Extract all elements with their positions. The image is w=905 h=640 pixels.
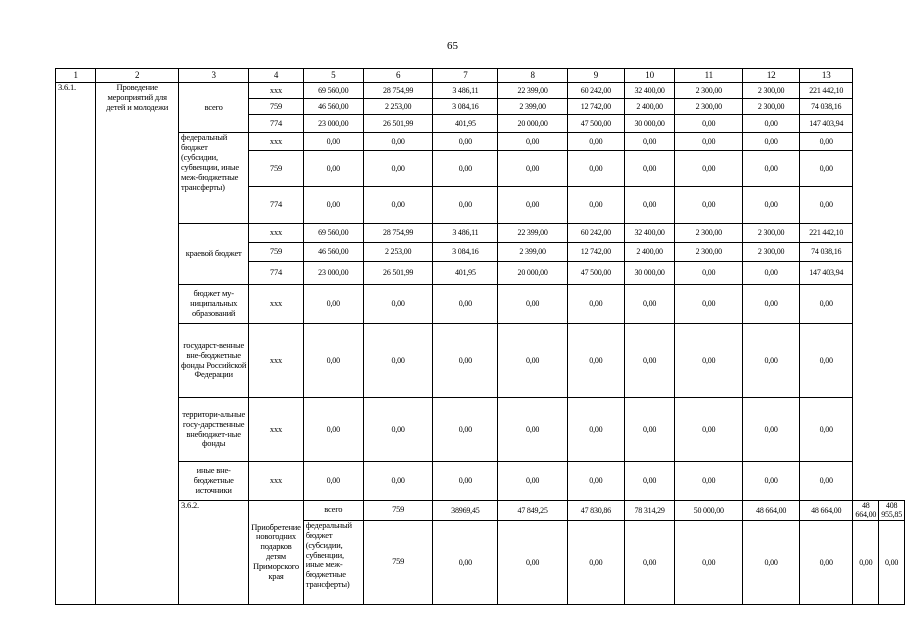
value-cell: 2 399,00 [498,243,568,262]
value-cell: 20 000,00 [498,262,568,285]
column-header: 4 [249,69,304,83]
kbk-code: xxx [249,285,304,324]
row-code: 3.6.1. [56,83,96,605]
source-label: территори-альные госу-дарственные внебюджет-ные фонды [179,398,249,462]
value-cell: 0,00 [624,398,675,462]
value-cell: 12 742,00 [567,243,624,262]
kbk-code: xxx [249,462,304,501]
value-cell: 0,00 [624,133,675,151]
value-cell: 2 300,00 [743,243,800,262]
kbk-code: 759 [363,520,433,604]
value-cell: 50 000,00 [675,501,743,521]
value-cell: 0,00 [303,324,363,398]
table-row [56,462,905,501]
column-header: 10 [624,69,675,83]
value-cell: 0,00 [303,151,363,187]
value-cell: 20 000,00 [498,115,568,133]
value-cell: 2 300,00 [675,224,743,243]
value-cell: 401,95 [433,262,498,285]
source-label: краевой бюджет [179,224,249,285]
budget-table [55,68,905,605]
source-label: бюджет му-ниципальных образований [179,285,249,324]
column-header: 12 [743,69,800,83]
value-cell: 26 501,99 [363,262,433,285]
value-cell: 0,00 [498,133,568,151]
value-cell: 0,00 [879,520,905,604]
value-cell: 0,00 [567,151,624,187]
value-cell: 0,00 [303,187,363,224]
column-header: 13 [800,69,853,83]
value-cell: 38969,45 [433,501,498,521]
value-cell: 0,00 [743,462,800,501]
value-cell: 3 486,11 [433,83,498,99]
value-cell: 22 399,00 [498,224,568,243]
column-header: 5 [303,69,363,83]
column-header: 11 [675,69,743,83]
value-cell: 0,00 [498,398,568,462]
table-row [56,224,905,243]
kbk-code: xxx [249,83,304,99]
value-cell: 2 253,00 [363,243,433,262]
value-cell: 2 400,00 [624,99,675,115]
value-cell: 0,00 [363,398,433,462]
value-cell: 46 560,00 [303,243,363,262]
value-cell: 0,00 [743,398,800,462]
value-cell: 2 253,00 [363,99,433,115]
kbk-code: 774 [249,262,304,285]
value-cell: 0,00 [624,462,675,501]
value-cell: 0,00 [743,262,800,285]
value-cell: 0,00 [567,187,624,224]
value-cell: 46 560,00 [303,99,363,115]
table-row [56,398,905,462]
value-cell: 0,00 [363,462,433,501]
value-cell: 0,00 [567,462,624,501]
value-cell: 2 300,00 [743,224,800,243]
value-cell: 74 038,16 [800,99,853,115]
kbk-code: 759 [249,151,304,187]
value-cell: 0,00 [303,462,363,501]
value-cell: 12 742,00 [567,99,624,115]
value-cell: 0,00 [800,398,853,462]
value-cell: 0,00 [800,151,853,187]
value-cell: 401,95 [433,115,498,133]
value-cell: 0,00 [567,285,624,324]
value-cell: 0,00 [675,462,743,501]
value-cell: 3 084,16 [433,99,498,115]
value-cell: 0,00 [567,398,624,462]
value-cell: 0,00 [675,398,743,462]
value-cell: 0,00 [498,285,568,324]
value-cell: 23 000,00 [303,115,363,133]
value-cell: 0,00 [433,324,498,398]
value-cell: 0,00 [567,133,624,151]
value-cell: 0,00 [303,133,363,151]
value-cell: 0,00 [675,324,743,398]
value-cell: 0,00 [363,151,433,187]
value-cell: 48 664,00 [800,501,853,521]
value-cell: 0,00 [363,285,433,324]
value-cell: 69 560,00 [303,83,363,99]
value-cell: 48 664,00 [743,501,800,521]
table-row [56,324,905,398]
value-cell: 48 664,00 [853,501,879,521]
value-cell: 0,00 [433,520,498,604]
value-cell: 0,00 [498,520,568,604]
value-cell: 0,00 [800,285,853,324]
table-row [56,285,905,324]
source-label: федеральный бюджет (субсидии, субвенции, иные меж-бюджетные трансферты) [303,520,363,604]
value-cell: 2 300,00 [675,243,743,262]
value-cell: 2 300,00 [675,99,743,115]
value-cell: 28 754,99 [363,224,433,243]
value-cell: 0,00 [743,187,800,224]
kbk-code: xxx [249,133,304,151]
value-cell: 60 242,00 [567,224,624,243]
value-cell: 28 754,99 [363,83,433,99]
page-number: 65 [447,40,458,52]
value-cell: 0,00 [800,462,853,501]
value-cell: 221 442,10 [800,83,853,99]
value-cell: 47 849,25 [498,501,568,521]
value-cell: 0,00 [675,133,743,151]
value-cell: 2 399,00 [498,99,568,115]
value-cell: 32 400,00 [624,224,675,243]
value-cell: 0,00 [303,285,363,324]
value-cell: 0,00 [675,115,743,133]
value-cell: 3 486,11 [433,224,498,243]
column-header: 9 [567,69,624,83]
value-cell: 0,00 [743,151,800,187]
value-cell: 0,00 [800,133,853,151]
column-header: 8 [498,69,568,83]
source-label: федеральный бюджет (субсидии, субвенции, иные меж-бюджетные трансферты) [179,133,249,224]
value-cell: 3 084,16 [433,243,498,262]
column-header: 1 [56,69,96,83]
value-cell: 0,00 [675,285,743,324]
value-cell: 0,00 [853,520,879,604]
value-cell: 221 442,10 [800,224,853,243]
value-cell: 0,00 [743,324,800,398]
value-cell: 60 242,00 [567,83,624,99]
value-cell: 32 400,00 [624,83,675,99]
value-cell: 22 399,00 [498,83,568,99]
value-cell: 0,00 [433,151,498,187]
value-cell: 0,00 [800,187,853,224]
value-cell: 0,00 [433,133,498,151]
value-cell: 0,00 [675,187,743,224]
column-header: 3 [179,69,249,83]
kbk-code: xxx [249,224,304,243]
value-cell: 0,00 [433,285,498,324]
kbk-code: 759 [363,501,433,521]
value-cell: 0,00 [675,151,743,187]
kbk-code: xxx [249,398,304,462]
value-cell: 0,00 [800,324,853,398]
row-code: 3.6.2. [179,501,249,605]
value-cell: 0,00 [624,285,675,324]
value-cell: 0,00 [675,520,743,604]
value-cell: 0,00 [363,324,433,398]
kbk-code: 759 [249,99,304,115]
value-cell: 0,00 [624,324,675,398]
value-cell: 0,00 [498,462,568,501]
value-cell: 0,00 [624,520,675,604]
value-cell: 0,00 [433,398,498,462]
kbk-code: xxx [249,324,304,398]
value-cell: 47 830,86 [567,501,624,521]
table-row [56,133,905,151]
value-cell: 0,00 [675,262,743,285]
value-cell: 147 403,94 [800,115,853,133]
table-row [56,83,905,99]
value-cell: 0,00 [433,187,498,224]
header-row [56,69,905,83]
value-cell: 23 000,00 [303,262,363,285]
value-cell: 408 955,85 [879,501,905,521]
event-name: Приобретение новогодних подарков детям Приморского края [249,501,304,605]
column-header: 6 [363,69,433,83]
value-cell: 0,00 [624,187,675,224]
source-label: всего [179,83,249,133]
kbk-code: 774 [249,115,304,133]
value-cell: 0,00 [303,398,363,462]
value-cell: 0,00 [743,520,800,604]
value-cell: 30 000,00 [624,262,675,285]
value-cell: 69 560,00 [303,224,363,243]
kbk-code: 774 [249,187,304,224]
value-cell: 47 500,00 [567,115,624,133]
value-cell: 74 038,16 [800,243,853,262]
value-cell: 0,00 [363,187,433,224]
table-row [56,501,905,521]
value-cell: 26 501,99 [363,115,433,133]
value-cell: 0,00 [498,151,568,187]
value-cell: 0,00 [743,285,800,324]
value-cell: 2 300,00 [743,83,800,99]
value-cell: 78 314,29 [624,501,675,521]
value-cell: 30 000,00 [624,115,675,133]
value-cell: 2 400,00 [624,243,675,262]
value-cell: 2 300,00 [675,83,743,99]
value-cell: 0,00 [567,520,624,604]
value-cell: 0,00 [363,133,433,151]
value-cell: 2 300,00 [743,99,800,115]
kbk-code: 759 [249,243,304,262]
value-cell: 147 403,94 [800,262,853,285]
value-cell: 0,00 [800,520,853,604]
value-cell: 0,00 [567,324,624,398]
event-name: Проведение мероприятий для детей и молодежи [96,83,179,605]
source-label: всего [303,501,363,521]
column-header: 2 [96,69,179,83]
value-cell: 0,00 [743,115,800,133]
source-label: иные вне-бюджетные источники [179,462,249,501]
value-cell: 47 500,00 [567,262,624,285]
column-header: 7 [433,69,498,83]
value-cell: 0,00 [498,187,568,224]
value-cell: 0,00 [433,462,498,501]
source-label: государст-венные вне-бюджетные фонды Российской Федерации [179,324,249,398]
value-cell: 0,00 [624,151,675,187]
value-cell: 0,00 [743,133,800,151]
value-cell: 0,00 [498,324,568,398]
